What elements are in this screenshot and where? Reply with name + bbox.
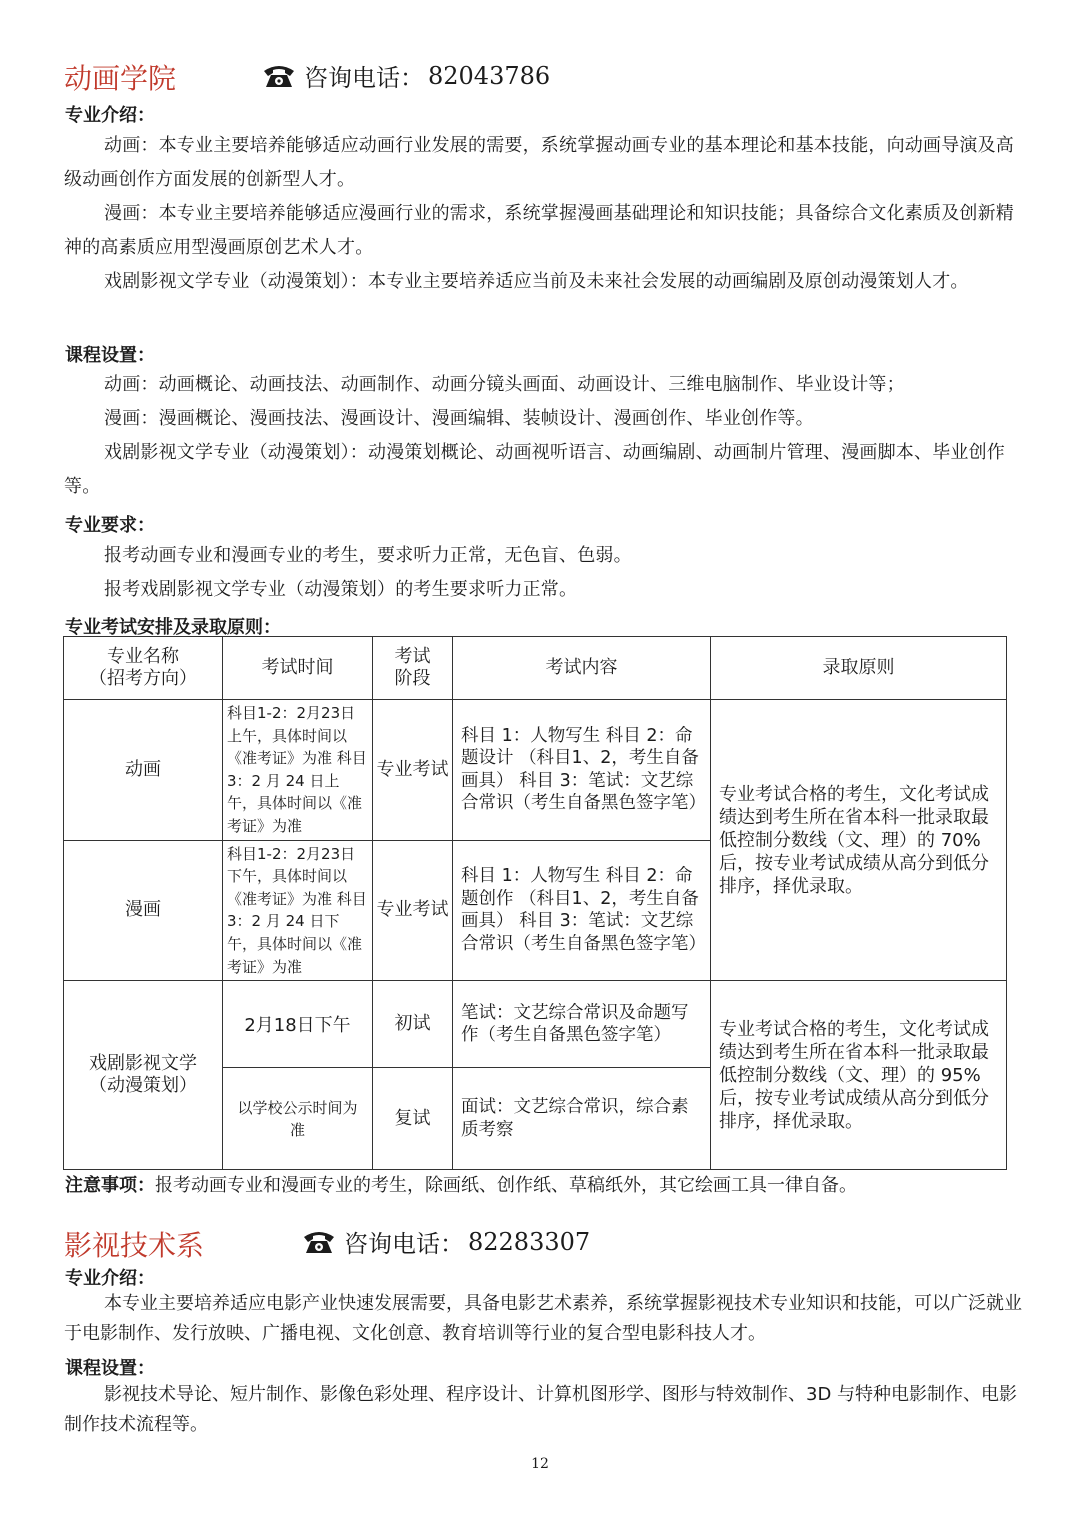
exam-time: 以学校公示时间为准 (223, 1068, 373, 1170)
note-text: 报考动画专业和漫画专业的考生，除画纸、创作纸、草稿纸外，其它绘画工具一律自备。 (155, 1175, 857, 1196)
page-number: 12 (531, 1456, 549, 1472)
requirement-1: 报考动画专业和漫画专业的考生，要求听力正常，无色盲、色弱。 (104, 545, 632, 566)
intro-heading: 专业介绍： (65, 1268, 155, 1289)
exam-heading: 专业考试安排及录取原则： (65, 617, 281, 638)
exam-stage: 初试 (373, 981, 453, 1068)
telephone-icon (302, 1229, 336, 1255)
major-name: 漫画 (64, 840, 223, 981)
note (65, 1171, 857, 1197)
course-block-2 (64, 1380, 1024, 1440)
requirement-heading: 专业要求： (65, 515, 155, 536)
major-name: 戏剧影视文学 （动漫策划） (64, 981, 223, 1170)
intro-drama: 戏剧影视文学专业（动漫策划）：本专业主要培养适应当前及未来社会发展的动画编剧及原创动漫策划人才。 (104, 271, 969, 292)
header-stage: 考试 阶段 (373, 637, 453, 700)
course-heading: 课程设置： (65, 345, 155, 366)
requirement-2: 报考戏剧影视文学专业（动漫策划）的考生要求听力正常。 (104, 579, 578, 600)
intro-block (64, 129, 1024, 299)
exam-content: 笔试：文艺综合常识及命题写作（考生自备黑色签字笔） (453, 981, 711, 1068)
exam-content: 科目 1：人物写生 科目 2：命题设计 （科目1、2，考生自备画具） 科目 3：笔试：文艺综合常识（考生自备黑色签字笔） (453, 700, 711, 841)
phone-contact-2 (302, 1224, 590, 1259)
note-label: 注意事项： (65, 1175, 155, 1196)
exam-content: 面试：文艺综合常识，综合素质考察 (453, 1068, 711, 1170)
exam-stage: 专业考试 (373, 840, 453, 981)
course-heading: 课程设置： (65, 1358, 155, 1379)
phone-label: 咨询电话： (344, 1230, 464, 1258)
table-row (64, 700, 1007, 841)
section-title-film-tech: 影视技术系 (64, 1229, 205, 1262)
admission-rule: 专业考试合格的考生，文化考试成绩达到考生所在省本科一批录取最低控制分数线（文、理）的 70%后，按专业考试成绩从高分到低分排序，择优录取。 (711, 700, 1007, 981)
table-header-row (64, 637, 1007, 700)
intro-animation: 动画：本专业主要培养能够适应动画行业发展的需要，系统掌握动画专业的基本理论和基本技能，向动画导演及高级动画创作方面发展的创新型人才。 (64, 135, 1014, 190)
course-block (64, 368, 1024, 504)
course-film-tech: 影视技术导论、短片制作、影像色彩处理、程序设计、计算机图形学、图形与特效制作、3D 与特种电影制作、电影制作技术流程等。 (64, 1384, 1018, 1435)
exam-time: 科目1-2：2月23日上午，具体时间以《准考证》为准 科目 3：2 月 24 日上午，具体时间以《准考证》为准 (223, 700, 373, 841)
major-name: 动画 (64, 700, 223, 841)
course-animation: 动画：动画概论、动画技法、动画制作、动画分镜头画面、动画设计、三维电脑制作、毕业设计等； (104, 374, 905, 395)
header-major: 专业名称 （招考方向） (64, 637, 223, 700)
phone-label: 咨询电话： (304, 64, 424, 92)
phone-number: 82283307 (468, 1227, 591, 1256)
exam-time: 2月18日下午 (223, 981, 373, 1068)
intro-heading: 专业介绍： (65, 105, 155, 126)
header-rule: 录取原则 (711, 637, 1007, 700)
table-row (64, 981, 1007, 1068)
header-time: 考试时间 (223, 637, 373, 700)
telephone-icon (262, 63, 296, 89)
phone-contact-1 (262, 58, 550, 93)
exam-stage: 专业考试 (373, 700, 453, 841)
intro-comics: 漫画：本专业主要培养能够适应漫画行业的需求，系统掌握漫画基础理论和知识技能；具备综合文化素质及创新精神的高素质应用型漫画原创艺术人才。 (64, 203, 1014, 258)
requirement-block (64, 539, 1024, 607)
phone-number: 82043786 (428, 61, 551, 90)
section-title-animation: 动画学院 (64, 62, 177, 95)
intro-film-tech: 本专业主要培养适应电影产业快速发展需要，具备电影艺术素养，系统掌握影视技术专业知识和技能，可以广泛就业于电影制作、发行放映、广播电视、文化创意、教育培训等行业的复合型电影科技人才。 (64, 1293, 1022, 1344)
header-content: 考试内容 (453, 637, 711, 700)
course-drama: 戏剧影视文学专业（动漫策划）：动漫策划概论、动画视听语言、动画编剧、动画制片管理、漫画脚本、毕业创作等。 (64, 442, 1005, 497)
exam-stage: 复试 (373, 1068, 453, 1170)
admission-rule: 专业考试合格的考生，文化考试成绩达到考生所在省本科一批录取最低控制分数线（文、理）的 95%后，按专业考试成绩从高分到低分排序，择优录取。 (711, 981, 1007, 1170)
exam-table (63, 636, 1007, 1170)
exam-time: 科目1-2：2月23日下午，具体时间以《准考证》为准 科目 3：2 月 24 日下午，具体时间以《准考证》为准 (223, 840, 373, 981)
intro-block-2 (64, 1289, 1024, 1349)
exam-content: 科目 1：人物写生 科目 2：命题创作 （科目1、2，考生自备画具） 科目 3：笔试：文艺综合常识（考生自备黑色签字笔） (453, 840, 711, 981)
course-comics: 漫画：漫画概论、漫画技法、漫画设计、漫画编辑、装帧设计、漫画创作、毕业创作等。 (104, 408, 814, 429)
